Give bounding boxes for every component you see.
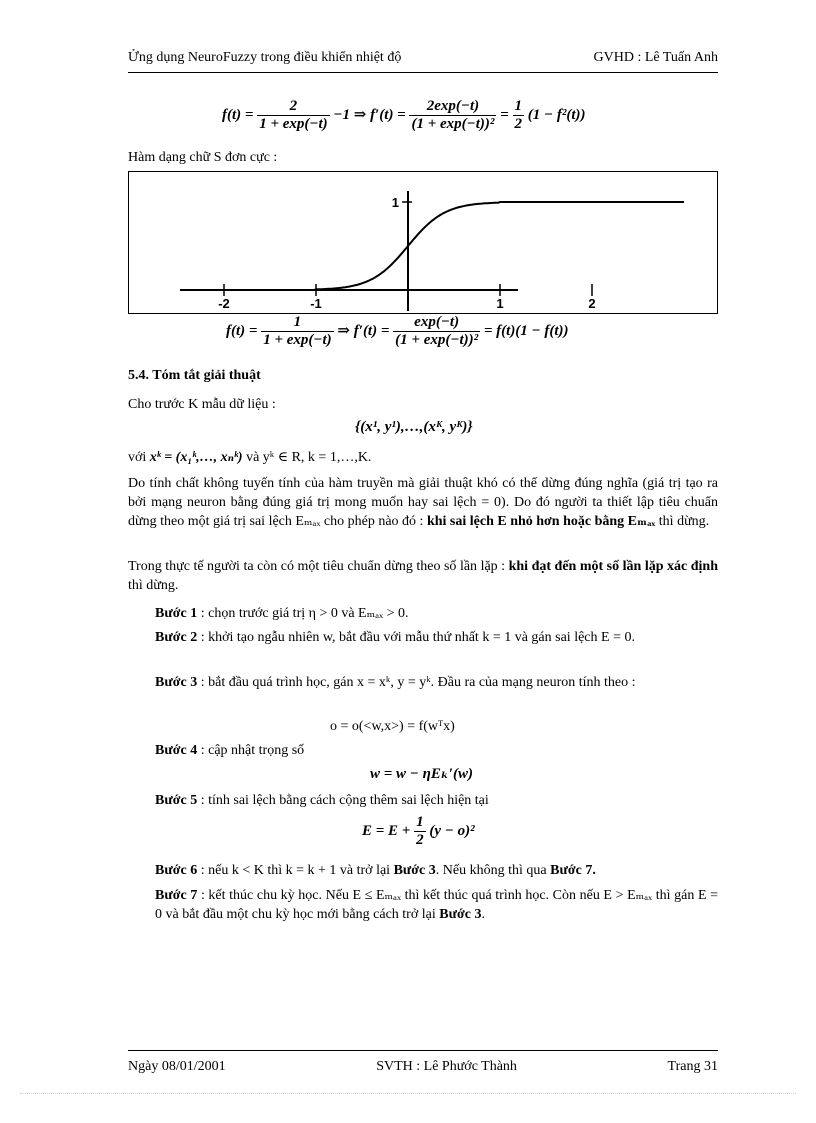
step-3: Bước 3 : bắt đầu quá trình học, gán x = xᵏ, y = yᵏ. Đầu ra của mạng neuron tính theo : xyxy=(155,675,636,690)
footer-page-number: Trang 31 xyxy=(667,1059,718,1074)
step-5-formula: E = E + $\frac{1}{2}$ (y − o)² xyxy=(362,814,475,848)
with-line: với xᵏ = (x₁ᵏ,…, xₙᵏ) và yᵏ ∈ R, k = 1,…,K. xyxy=(128,450,372,465)
paragraph-iteration-criterion: Trong thực tế người ta còn có một tiêu chuẩn dừng theo số lần lặp : khi đạt đến một số lần lặp xác định thì dừng. xyxy=(128,559,718,593)
header-advisor: GVHD : Lê Tuấn Anh xyxy=(593,50,718,65)
page-footer xyxy=(128,1057,718,1076)
dataset-formula: {(x¹, y¹),…,(xᴷ, yᴷ)} xyxy=(355,419,473,435)
page-header xyxy=(128,50,718,66)
header-rule xyxy=(128,72,718,73)
step-6: Bước 6 : nếu k < K thì k = k + 1 và trở lại Bước 3. Nếu không thì qua Bước 7. xyxy=(155,863,596,878)
step-4-formula: w = w − ηEₖ′(w) xyxy=(370,766,473,782)
section-title: 5.4. Tóm tắt giải thuật xyxy=(128,368,261,383)
step-3-formula: o = o(<w,x>) = f(wᵀx) xyxy=(330,719,455,734)
formula-unipolar: f(t) = $\frac{1}{1 + \exp(-t)}$ ⇒ f′(t) = $\frac{\exp(-t)}{\text{(1 + exp(−t))²}}$ = f(t)(1 − f(t)) xyxy=(226,314,569,348)
step-2: Bước 2 : khởi tạo ngẫu nhiên w, bắt đầu với mẫu thứ nhất k = 1 và gán sai lệch E = 0. xyxy=(155,630,635,645)
x-tick-label-3: 2 xyxy=(588,296,596,311)
paragraph-stop-criterion: Do tính chất không tuyến tính của hàm truyền mà giải thuật khó có thể dừng đúng nghĩa (giá trị tạo ra bởi mạng neuron bằng đúng giá trị mong muốn hay sai lệch = 0). Do đó người ta thiết lập tiêu chuẩn dừng theo một giá trị sai lệch Eₘₐₓ cho phép nào đó : khi sai lệch E nhỏ hơn hoặc bằng Eₘₐₓ thì dừng. xyxy=(128,476,718,529)
footer-author: SVTH : Lê Phước Thành xyxy=(376,1059,517,1074)
formula-bipolar: f(t) = $\frac{2}{1 + \exp(-t)}$ −1 ⇒ f′(t) = $\frac{2\exp(-t)}{\text{(1 + exp(−t))²}}$ = $\frac{1}{2}$ (1 − f²(t)) xyxy=(222,98,586,132)
footer-rule xyxy=(128,1050,718,1051)
footer-date: Ngày 08/01/2001 xyxy=(128,1059,226,1074)
y-tick-label-0: 1 xyxy=(391,195,399,210)
step-4: Bước 4 : cập nhật trọng số xyxy=(155,743,305,758)
sigmoid-chart xyxy=(128,171,718,314)
step-5: Bước 5 : tính sai lệch bằng cách cộng thêm sai lệch hiện tại xyxy=(155,793,489,808)
header-title: Ửng dụng NeuroFuzzy trong điều khiển nhiệt độ xyxy=(128,50,402,65)
step-1: Bước 1 : chọn trước giá trị η > 0 và Eₘₐₓ > 0. xyxy=(155,606,409,621)
caption-unipolar: Hàm dạng chữ S đơn cực : xyxy=(128,150,278,165)
intro-text: Cho trước K mẫu dữ liệu : xyxy=(128,397,276,412)
chart-frame xyxy=(129,172,718,314)
step-7: Bước 7 : kết thúc chu kỳ học. Nếu E ≤ Eₘₐₓ thì kết thúc quá trình học. Còn nếu E > Eₘₐₓ thì gán E = 0 và bắt đầu một chu kỳ học mới bằng cách trở lại Bước 3. xyxy=(155,888,718,922)
x-tick-label-1: -1 xyxy=(310,296,322,311)
page-bottom-dots xyxy=(20,1093,796,1094)
x-tick-label-2: 1 xyxy=(496,296,504,311)
x-tick-label-0: -2 xyxy=(218,296,230,311)
